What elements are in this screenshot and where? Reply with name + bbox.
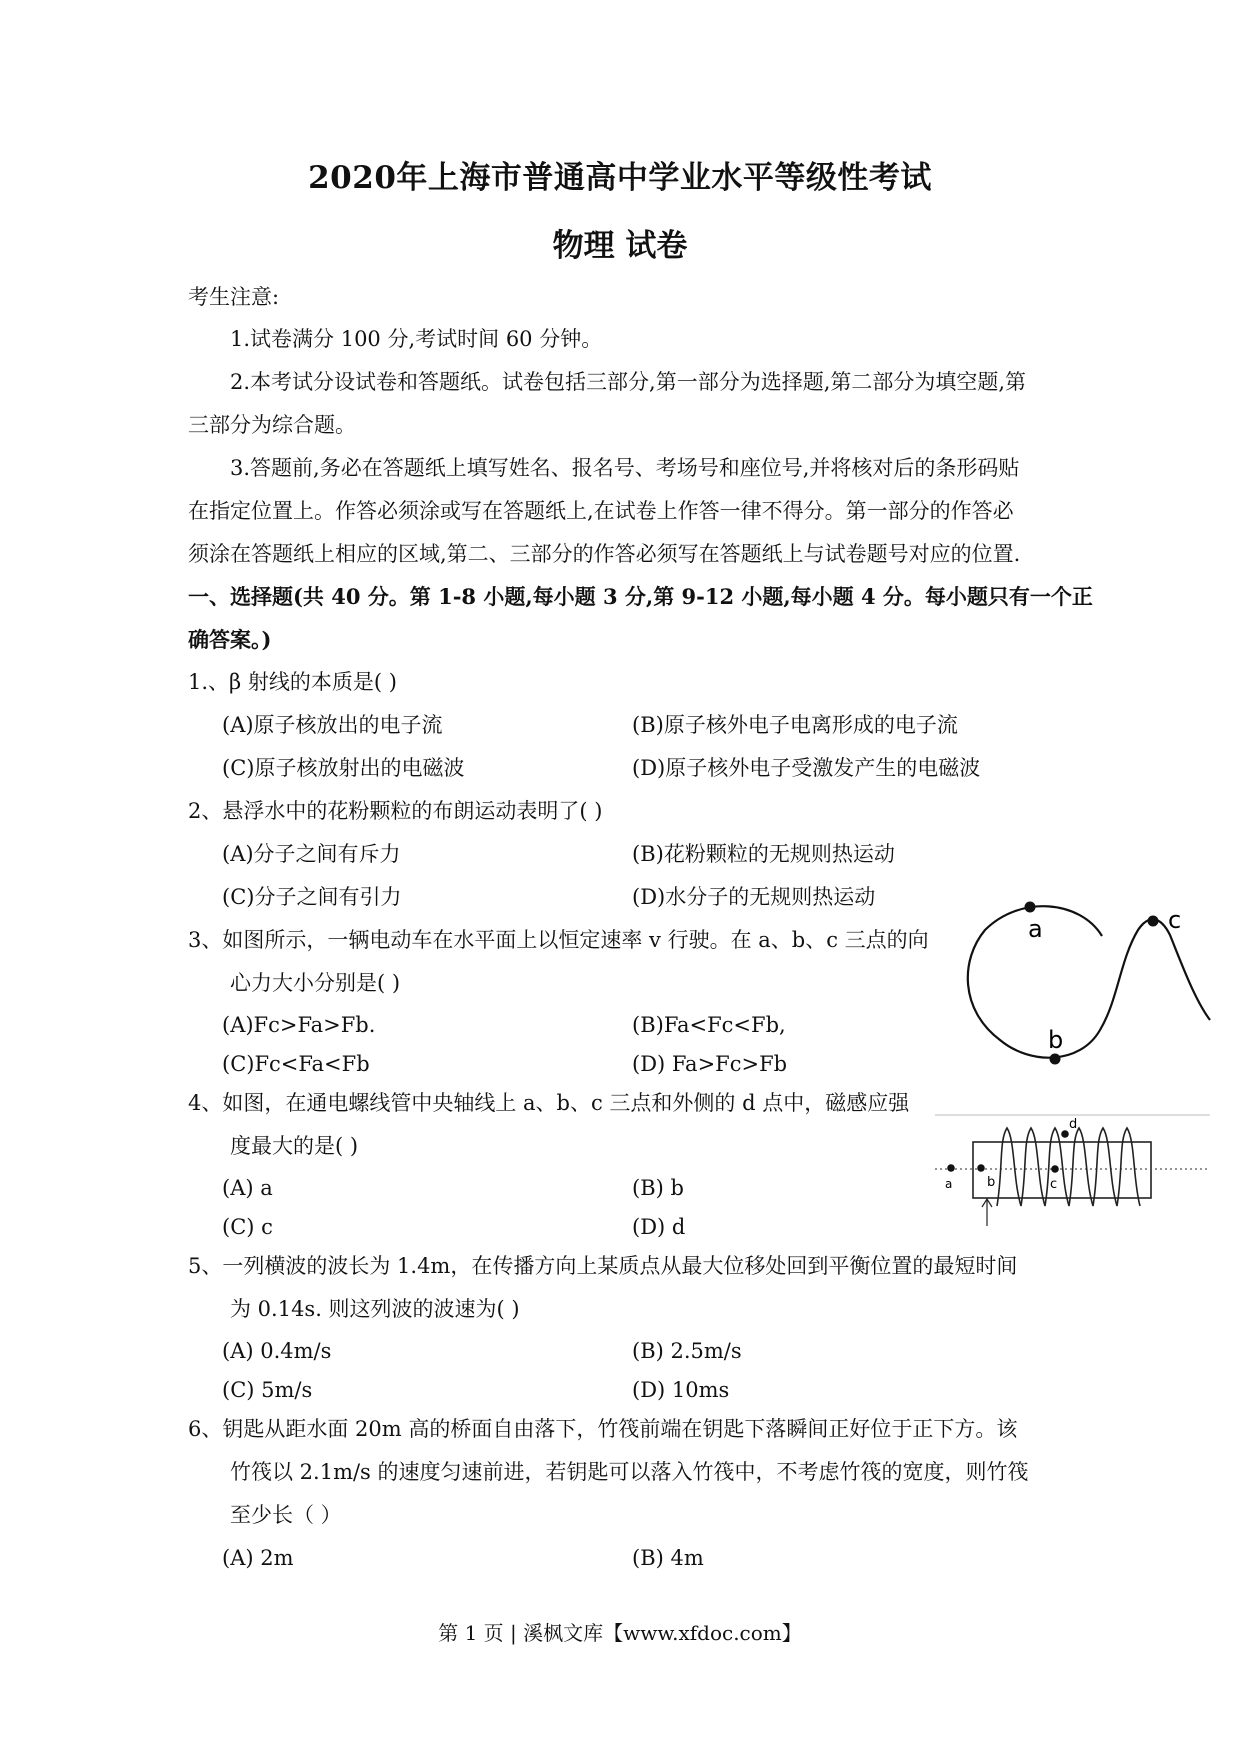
point-c-marker: [1051, 1165, 1059, 1173]
option-b: (B) 4m: [632, 1546, 704, 1570]
notice-heading: 考生注意:: [188, 285, 280, 309]
option-c: (C) c: [222, 1215, 273, 1239]
question-stem-cont: 为 0.14s. 则这列波的波速为( ): [230, 1297, 520, 1321]
question-stem: 4、如图，在通电螺线管中央轴线上 a、b、c 三点和外侧的 d 点中，磁感应强: [188, 1091, 910, 1115]
option-d: (D)水分子的无规则热运动: [632, 885, 876, 909]
label-b: b: [1048, 1026, 1064, 1054]
notice-item-3: 3.答题前,务必在答题纸上填写姓名、报名号、考场号和座位号,并将核对后的条形码贴: [230, 456, 1020, 480]
option-a: (A)分子之间有斥力: [222, 842, 401, 866]
point-b-marker: [977, 1164, 985, 1172]
question-stem-cont: 心力大小分别是( ): [230, 971, 401, 995]
section-heading-cont: 确答案。): [188, 627, 272, 652]
question-stem-cont: 至少长（ ）: [230, 1503, 342, 1527]
notice-item-2: 2.本考试分设试卷和答题纸。试卷包括三部分,第一部分为选择题,第二部分为填空题,第: [230, 370, 1027, 394]
option-a: (A) 0.4m/s: [222, 1339, 332, 1363]
notice-item-3-cont: 须涂在答题纸上相应的区域,第二、三部分的作答必须写在答题纸上与试卷题号对应的位置.: [188, 542, 1021, 566]
notice-item-2-cont: 三部分为综合题。: [188, 413, 356, 437]
section-heading: 一、选择题(共 40 分。第 1-8 小题,每小题 3 分,第 9-12 小题,每小题 4 分。每小题只有一个正: [188, 584, 1093, 609]
question-stem: 3、如图所示，一辆电动车在水平面上以恒定速率 v 行驶。在 a、b、c 三点的向: [188, 928, 929, 952]
point-a-marker: [947, 1164, 955, 1172]
option-a: (A)原子核放出的电子流: [222, 713, 443, 737]
label-a: a: [1028, 915, 1043, 943]
option-b: (B)花粉颗粒的无规则热运动: [632, 842, 895, 866]
question-stem-cont: 度最大的是( ): [230, 1134, 359, 1158]
option-c: (C) 5m/s: [222, 1378, 313, 1402]
option-d: (D) Fa>Fc>Fb: [632, 1052, 788, 1076]
point-d-marker: [1061, 1130, 1069, 1138]
question-stem: 2、悬浮水中的花粉颗粒的布朗运动表明了( ): [188, 799, 603, 823]
option-b: (B)原子核外电子电离形成的电子流: [632, 713, 958, 737]
question-stem-cont: 竹筏以 2.1m/s 的速度匀速前进，若钥匙可以落入竹筏中，不考虑竹筏的宽度，则竹筏: [230, 1460, 1029, 1484]
option-a: (A)Fc>Fa>Fb.: [222, 1013, 376, 1037]
option-b: (B) 2.5m/s: [632, 1339, 742, 1363]
point-b-marker: [1050, 1054, 1061, 1065]
exam-title: 2020年上海市普通高中学业水平等级性考试: [308, 160, 932, 196]
point-c-marker: [1148, 916, 1159, 927]
option-b: (B) b: [632, 1176, 684, 1200]
label-c: c: [1050, 1177, 1058, 1192]
question-stem: 1.、β 射线的本质是( ): [188, 670, 397, 694]
option-c: (C)分子之间有引力: [222, 885, 402, 909]
label-c: c: [1168, 906, 1182, 934]
option-c: (C)原子核放射出的电磁波: [222, 756, 465, 780]
option-d: (D) 10ms: [632, 1378, 730, 1402]
option-d: (D) d: [632, 1215, 686, 1239]
question-stem: 6、钥匙从距水面 20m 高的桥面自由落下，竹筏前端在钥匙下落瞬间正好位于正下方。该: [188, 1417, 1018, 1441]
option-c: (C)Fc<Fa<Fb: [222, 1052, 370, 1076]
option-a: (A) a: [222, 1176, 273, 1200]
option-d: (D)原子核外电子受激发产生的电磁波: [632, 756, 981, 780]
label-b: b: [987, 1175, 996, 1190]
label-a: a: [945, 1177, 953, 1191]
road-curve-figure: [960, 880, 1215, 1080]
point-a-marker: [1025, 902, 1036, 913]
option-b: (B)Fa<Fc<Fb,: [632, 1013, 786, 1037]
notice-item-3-cont: 在指定位置上。作答必须涂或写在答题纸上,在试卷上作答一律不得分。第一部分的作答必: [188, 499, 1014, 523]
solenoid-figure: [935, 1110, 1210, 1230]
exam-subtitle: 物理 试卷: [552, 228, 688, 264]
option-a: (A) 2m: [222, 1546, 294, 1570]
solenoid-coil: [997, 1128, 1140, 1206]
question-stem: 5、一列横波的波长为 1.4m，在传播方向上某质点从最大位移处回到平衡位置的最短时间: [188, 1254, 1018, 1278]
page-footer: 第 1 页 | 溪枫文库【www.xfdoc.com】: [438, 1621, 802, 1645]
notice-item-1: 1.试卷满分 100 分,考试时间 60 分钟。: [230, 327, 603, 351]
label-d: d: [1069, 1117, 1078, 1132]
